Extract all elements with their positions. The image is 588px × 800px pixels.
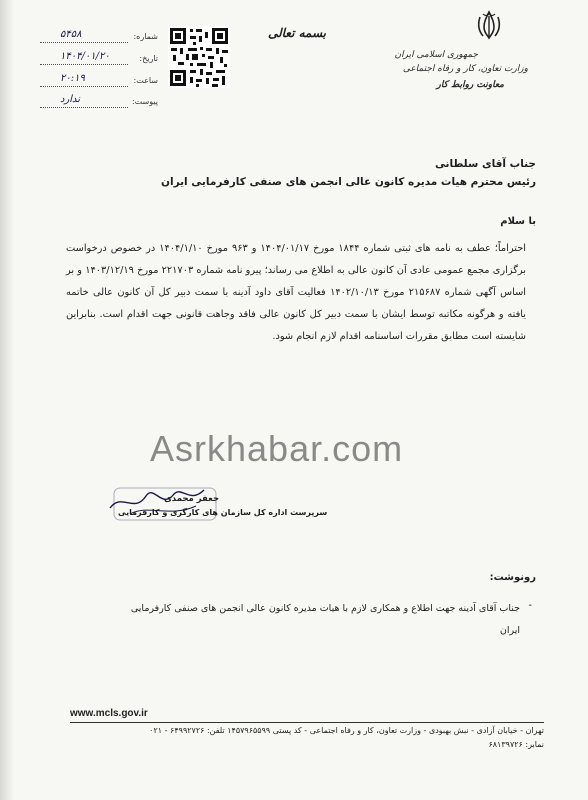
cc-bullet: - <box>528 600 532 611</box>
letter-time-value: ۲۰:۱۹ <box>60 73 85 84</box>
letter-attachment-row <box>40 95 158 111</box>
letter-body: احتراماً؛ عطف به نامه های ثبتی شماره ۱۸۴۴ مورخ ۱۴۰۴/۰۱/۱۷ و ۹۶۳ مورخ ۱۴۰۴/۱/۱۰ در خصوص درخواست برگزاری مجمع عمومی عادی آن کانون عالی به اطلاع می رساند؛ پیرو نامه شماره ۲۲۱۷۰۳ مورخ ۱۴۰۳/۱۲/۱۹ و بر اساس آگهی شماره ۲۱۵۶۸۷ مورخ ۱۴۰۲/۱۰/۱۳ فعالیت آقای داود آدینه با سمت دبیر کل آن کانون عالی خاتمه یافته و هرگونه مکاتبه توسط ایشان با سمت دبیر کل کانون عالی فاقد وجاهت قانونی جهت اقدام است. بنابراین شایسته است مطابق مقررات اساسنامه اقدام لازم انجام شود. <box>66 243 527 342</box>
letter-date-label: تاریخ: <box>139 54 158 63</box>
dotted-line <box>40 42 128 43</box>
footer-fax: نمابر: ۶۸۱۳۹۷۲۶ <box>488 740 544 749</box>
letter-number-row <box>40 30 158 46</box>
header-ministry: وزارت تعاون، کار و رفاه اجتماعی <box>402 64 528 74</box>
qr-code-icon <box>168 26 230 88</box>
besmeh-heading: بسمه تعالی <box>267 26 327 40</box>
footer-divider <box>70 722 544 723</box>
letter-attachment-label: پیوست: <box>131 97 158 106</box>
letter-attachment-value: ندارد <box>60 94 81 105</box>
letter-time-label: ساعت: <box>133 76 158 85</box>
header-country: جمهوری اسلامی ایران <box>394 50 478 60</box>
letter-date-row <box>40 52 158 68</box>
footer-address: تهران - خیابان آزادی - نبش بهبودی - وزارت تعاون، کار و رفاه اجتماعی - کد پستی ۱۴۵۷۹۶۵۵۹۹ تلفن: ۶۴۹۹۲۷۲۶ - ۰۲۱ <box>149 726 544 735</box>
dotted-line <box>40 86 128 87</box>
watermark: Asrkhabar.com <box>150 428 404 469</box>
signer-name: جعفر محمدی <box>164 494 220 504</box>
cc-heading: رونوشت: <box>489 572 536 583</box>
footer-website: www.mcls.gov.ir <box>70 708 148 719</box>
dotted-line <box>40 107 128 108</box>
signer-title: سرپرست اداره کل سازمان های کارگری و کارفرمایی <box>118 508 328 517</box>
letter-time-row <box>40 74 158 90</box>
salutation: با سلام <box>500 216 536 227</box>
recipient-title: رئیس محترم هیات مدیره کانون عالی انجمن های صنفی کارفرمایی ایران <box>161 176 536 188</box>
header-department: معاونت روابط کار <box>436 80 504 90</box>
letter-number-value: ۵۴۵۸ <box>60 29 82 40</box>
dotted-line <box>40 64 128 65</box>
emblem-icon <box>472 8 506 42</box>
letter-number-label: شماره: <box>133 32 158 41</box>
letter-date-value: ۱۴۰۴/۰۱/۲۰ <box>60 51 110 62</box>
scan-shadow <box>0 0 14 800</box>
recipient-name: جناب آقای سلطانی <box>434 158 536 170</box>
cc-item: جناب آقای آدینه جهت اطلاع و همکاری لازم با هیات مدیره کانون عالی انجمن های صنفی کارفرمایی ایران <box>130 603 520 636</box>
